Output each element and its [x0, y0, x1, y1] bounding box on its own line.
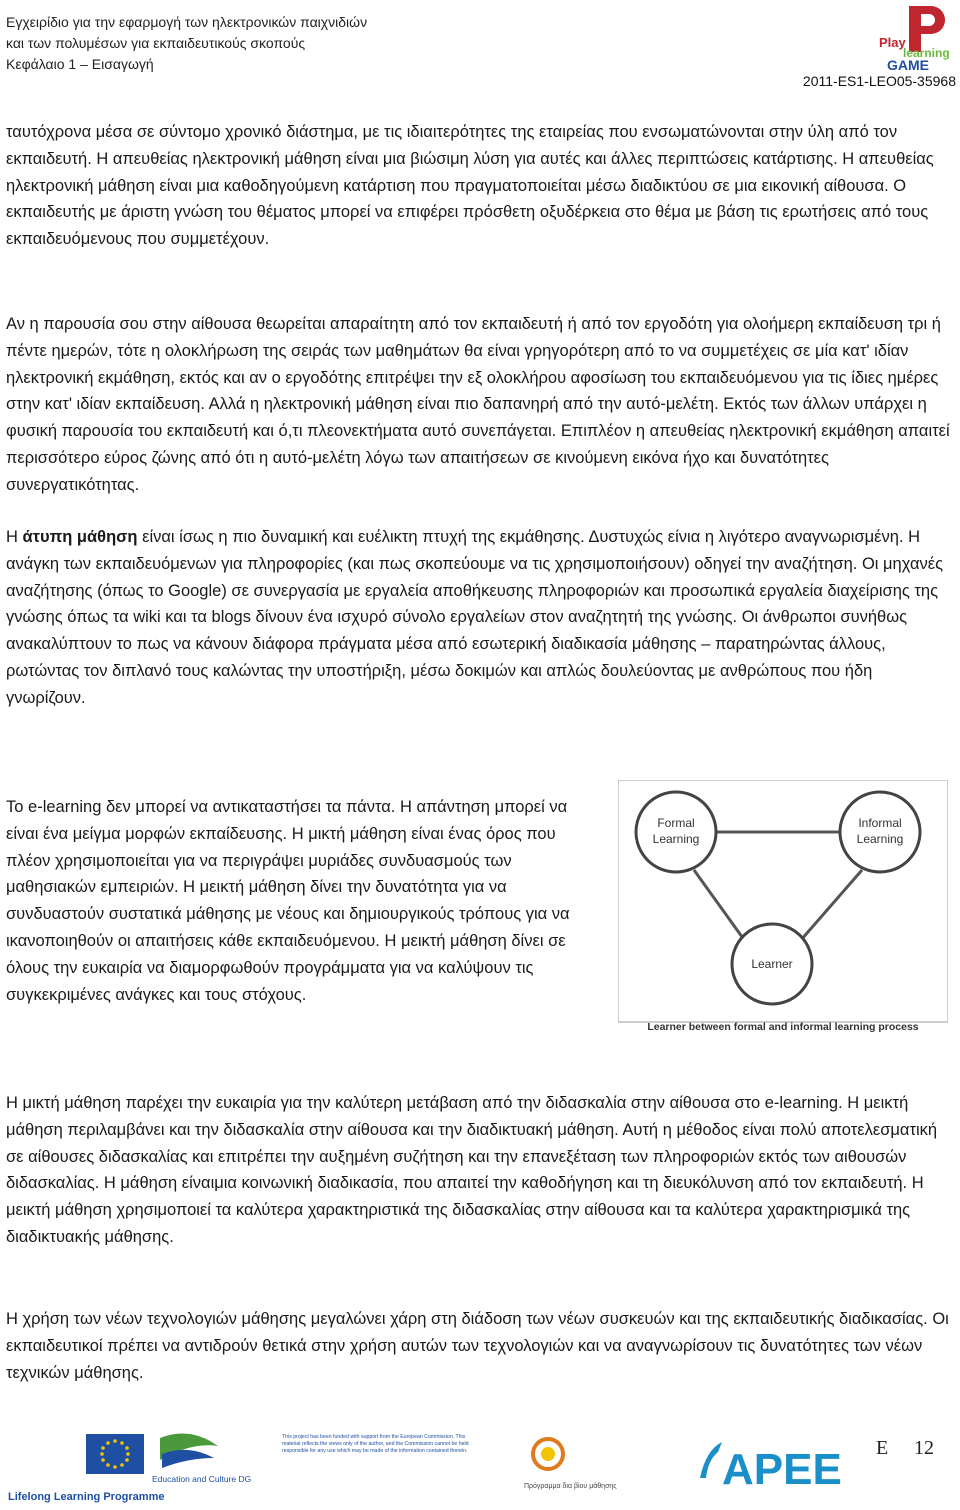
header-line-2: και των πολυμέσων για εκπαιδευτικούς σκοπούς — [6, 35, 306, 51]
p3-bold-term: άτυπη μάθηση — [22, 528, 138, 546]
node-formal-line2: Learning — [652, 832, 700, 846]
education-culture-logo — [152, 1434, 251, 1485]
paragraph-5: Η μικτή μάθηση παρέχει την ευκαιρία για την καλύτερη μετάβαση από την διδασκαλία στην αίθουσα στο e-learning. Η μεικτή μάθηση περιλαμβάνει και την διδασκαλία στην αίθουσα και την διαδικτυακή μάθηση. Αυτή η μέθοδος είναι πολύ αποτελεσματική σε αίθουσες διδασκαλίας και επιτρέπει την αυξημένη συζήτηση και την επανεξέταση των πληροφοριών εκτός των αιθουσών διδασκαλίας. Η μάθηση είναιμια κοινωνική διαδικασία, που απαιτεί την καθοδήγηση και τη διευκόλυνση από τον εκπαιδευτή. Η μεικτή μάθηση χρησιμοποιεί τα καλύτερα χαρακτηριστικά της διδασκαλίας στην αίθουσα και τα καλύτερα χαρακτηρισμικά της διαδικτυακής μάθησης. — [6, 1094, 938, 1246]
header-line-1: Εγχειρίδιο για την εφαρμογή των ηλεκτρονικών παιχνιδιών — [6, 14, 368, 30]
project-code: 2011-ES1-LEO05-35968 — [802, 73, 956, 89]
header-line-3: Κεφάλαιο 1 – Εισαγωγή — [6, 56, 154, 72]
apee-logo — [700, 1442, 842, 1494]
logo-text-mid: learning — [903, 46, 950, 60]
paragraph-3 — [6, 524, 954, 712]
logo-text-bottom: GAME — [887, 57, 929, 73]
lifelong-programme-logo — [524, 1439, 617, 1490]
apee-swoosh-icon — [700, 1442, 722, 1478]
paragraph-4: Το e-learning δεν μπορεί να αντικαταστήσει τα πάντα. Η απάντηση μπορεί να είναι ένα μείγμα μορφών εκπαίδευσης. Η μικτή μάθηση είναι ένας όρος που πλέον χρησιμοποιείται για να περιγράψει μυριάδες συνδυασμούς των μαθησιακών εμπειριών. Η μεικτή μάθηση δίνει την δυνατότητα για να συνδυαστούν συστατικά μάθησης με νέους και δημιουργικούς τρόπους για να ικανοποιηθούν οι απαιτήσεις κάθε εκπαιδευόμενου. Η μεικτή μάθηση δίνει σε όλους την ευκαιρία να διαμορφωθούν προγράμματα για να καλύψουν τις συγκεκριμένες ανάγκες και τους στόχους. — [6, 798, 570, 1004]
paragraph-6: Η χρήση των νέων τεχνολογιών μάθησης μεγαλώνει χάρη στη διάδοση των νέων συσκευών και της εκπαιδευτικής διαδικασίας. Οι εκπαιδευτικοί πρέπει να αντιδρούν θετικά στην χρήση αυτών των τεχνολογιών και να αναγνωρίσουν τις δυνατότητες των νέων τεχνικών μάθησης. — [6, 1310, 949, 1382]
footer-logos — [0, 1418, 960, 1510]
dg-label: Education and Culture DG — [152, 1474, 252, 1484]
node-informal-line1: Informal — [858, 816, 902, 830]
paragraph-2: Αν η παρουσία σου στην αίθουσα θεωρείται απαραίτητη από τον εκπαιδευτή ή από τον εργοδότη για ολοήμερη εκπαίδευση τρι ή πέντε ημερών, τότε η ολοκλήρωση της σειράς των μαθημάτων θα είναι γρηγορότερη από το να συμμετέχεις σε μία κατ' ιδίαν ηλεκτρονική εκμάθηση, εκτός και αν ο εργοδότης επιτρέψει την εξ ολοκλήρου αφοσίωση του εκπαιδευόμενου για τις ίδιες ημέρες στην κατ' ιδίαν εκπαίδευση. Αλλά η ηλεκτρονική μάθηση είναι πιο δαπανηρή από την αυτό-μελέτη. Εκτός των άλλων υπάρχει η φυσική παρουσία του εκπαιδευτή και ό,τι πλεονεκτήματα αυτό συνεπάγεται. Επιπλέον η απευθείας ηλεκτρονική εκμάθηση απαιτεί περισσότερο εύρος ζώνης από ότι η αυτό-μελέτη λόγω των απαιτήσεων σε κινούμενη εικόνα ήχο και δυνατότητες συνεργατικότητας. — [6, 315, 950, 494]
play-learning-game-logo — [839, 2, 954, 74]
programme-label: Πρόγραμμα δια βίου μάθησης — [524, 1483, 617, 1490]
logo-text-top: Play — [879, 35, 906, 50]
disclaimer-box — [282, 1434, 482, 1492]
node-informal-line2: Learning — [856, 832, 904, 846]
node-learner-label: Learner — [751, 957, 793, 971]
apee-text: APEE — [722, 1445, 842, 1494]
p3-pre: Η — [6, 528, 23, 546]
p3-post: είναι ίσως η πιο δυναμική και ευέλικτη πτυχή της εκμάθησης. Δυστυχώς είνια η λιγότερο αναγνωρισμένη. Η ανάγκη των εκπαιδευόμενων για πληροφορίες (και πως σκοπεύουμε να τις χρησιμοποιήσουν) οδηγεί την αναζήτηση. Οι μηχανές αναζήτησης (όπως το Google) σε συνεργασία με εργαλεία αποθήκευσης πληροφοριών και προσωπικά εργαλεία διαχείρισης της γνώσης όπως τα wiki και τα blogs δίνουν ένα ισχυρό σύνολο εργαλείων στον αναζητητή της γνώσης. Οι άνθρωποι συνήθως ανακαλύπτουν το πως να κάνουν διάφορα πράγματα μέσα από εσωτερική διαδικασία μάθησης – παρατηρώντας άλλους, ρωτώντας τον διπλανό τους καλώντας την υποστήριξη, μέσω δοκιμών και απλώς δουλεύοντας με ανθρώπους που ήδη γνωρίζουν. — [6, 528, 944, 707]
lifelong-learning-logo — [8, 1434, 164, 1503]
llp-label: Lifelong Learning Programme — [8, 1491, 165, 1503]
page-number: 12 — [914, 1437, 934, 1459]
paragraph-1: ταυτόχρονα μέσα σε σύντομο χρονικό διάστημα, με τις ιδιαιτερότητες της εταιρείας που ενσωματώνονται στην ύλη από τον εκπαιδευτή. Η απευθείας ηλεκτρονική μάθηση είναι μια βιώσιμη λύση για αυτές και άλλες περιπτώσεις κατάρτισης. Η απευθείας ηλεκτρονική μάθηση είναι μια καθοδηγούμενη κατάρτιση που πραγματοποιείται μέσω διαδικτύου σε μια εικονική αίθουσα. Ο εκπαιδευτής με άριστη γνώση του θέματος μπορεί να επιφέρει πρόσθετη οξυδέρκεια στο θέμα με βάση τις ερωτήσεις από τους εκπαιδευόμενους που συμμετέχουν. — [6, 123, 934, 249]
learning-diagram — [618, 780, 948, 1060]
page-letter: E — [876, 1437, 889, 1459]
running-header — [6, 12, 367, 75]
diagram-caption: Learner between formal and informal learning process — [647, 1021, 919, 1033]
node-formal-line1: Formal — [657, 816, 695, 830]
eu-disclaimer: This project has been funded with support from the European Commission. This material reflects the views only of the author, and the Commission cannot be held responsible for any use which may be made of the information contained therein. — [282, 1434, 469, 1454]
